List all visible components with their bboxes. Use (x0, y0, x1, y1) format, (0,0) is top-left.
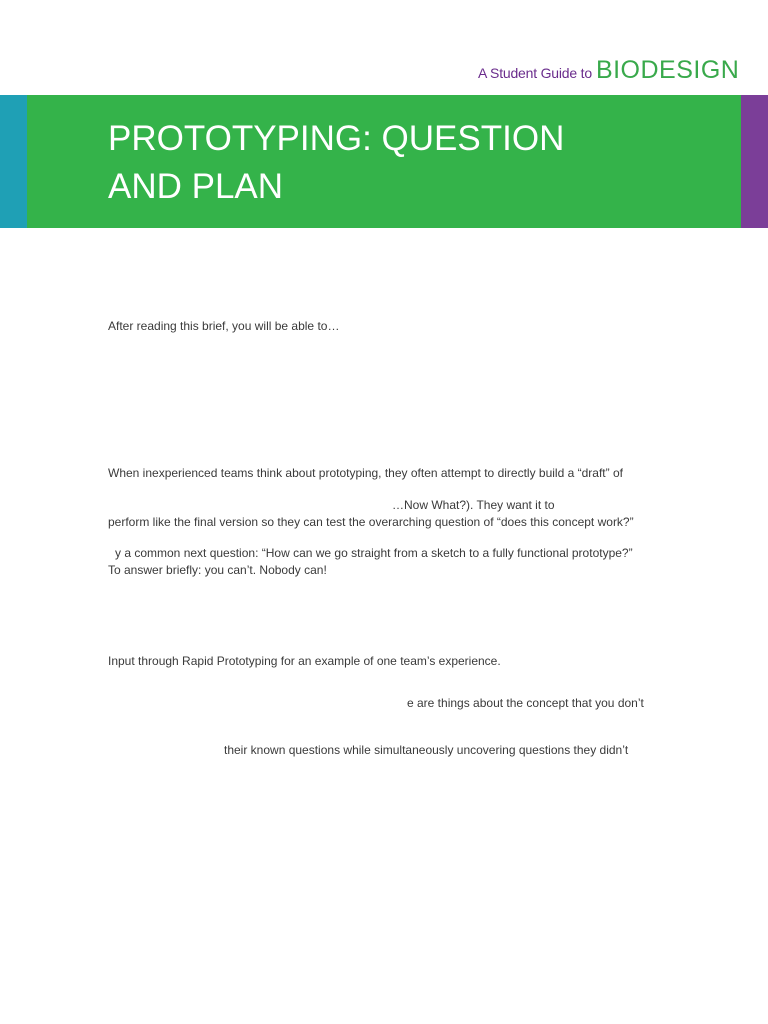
paragraph-1-line-2: …Now What?). They want it to (392, 498, 555, 512)
objectives-intro: After reading this brief, you will be able to… (108, 319, 340, 333)
band-left-accent (0, 95, 27, 228)
biodesign-logo (478, 58, 739, 83)
paragraph-4-line-1: e are things about the concept that you don’t (407, 696, 644, 710)
paragraph-1-line-3: perform like the final version so they can test the overarching question of “does this concept work?” (108, 515, 634, 529)
title-line-1: PROTOTYPING: QUESTION (108, 119, 565, 158)
paragraph-1-line-1: When inexperienced teams think about prototyping, they often attempt to directly build a “draft” of (108, 466, 623, 480)
page-title (108, 115, 668, 211)
paragraph-5-line-1: their known questions while simultaneously uncovering questions they didn’t (224, 743, 629, 757)
band-right-accent (741, 95, 768, 228)
paragraph-2-line-1: y a common next question: “How can we go straight from a sketch to a fully functional prototype?” (115, 546, 633, 560)
logo-prefix: A Student Guide to (478, 65, 592, 81)
band-main (27, 95, 741, 228)
title-line-2: AND PLAN (108, 167, 284, 206)
paragraph-3-line-1: Input through Rapid Prototyping for an example of one team’s experience. (108, 654, 501, 668)
title-band (0, 95, 768, 228)
logo-brand: BIODESIGN (595, 56, 740, 84)
paragraph-2-line-2: To answer briefly: you can’t. Nobody can! (108, 563, 327, 577)
